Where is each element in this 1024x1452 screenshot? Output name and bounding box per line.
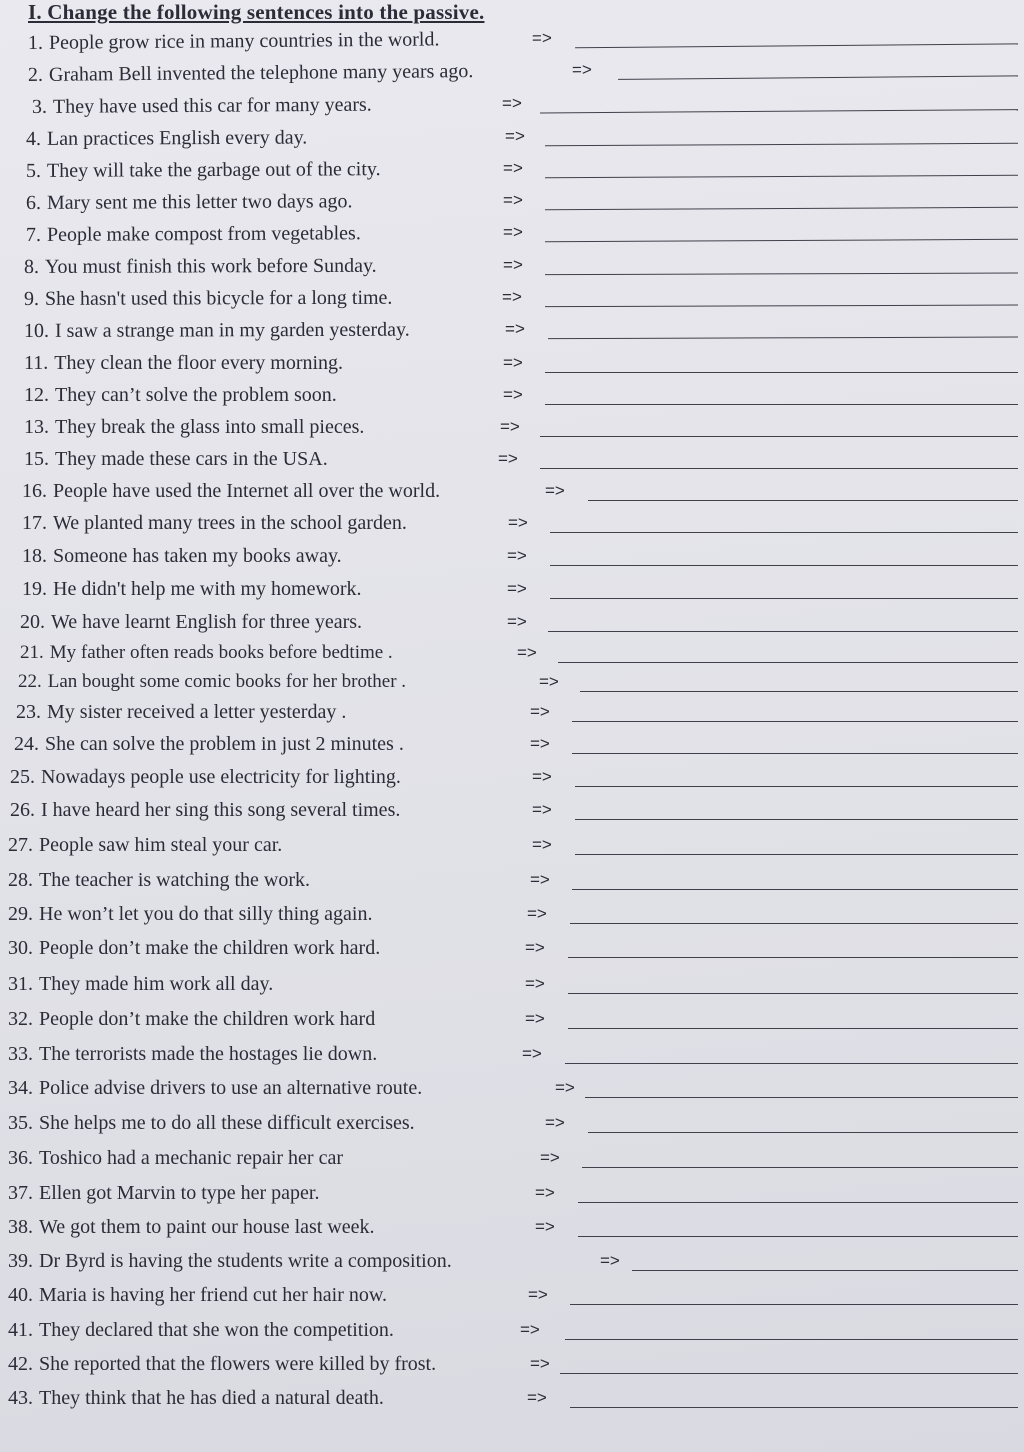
item-sentence: People have used the Internet all over the world. — [53, 480, 441, 502]
exercise-item — [16, 699, 1024, 727]
item-sentence: I have heard her sing this song several times. — [41, 799, 401, 821]
item-sentence: Someone has taken my books away. — [53, 545, 342, 567]
item-sentence: Lan bought some comic books for her brother . — [47, 671, 407, 692]
item-number: 18. — [22, 545, 47, 567]
arrow-symbol: => — [500, 417, 520, 436]
arrow-symbol: => — [502, 158, 523, 178]
arrow-symbol: => — [530, 870, 550, 889]
answer-blank-line[interactable] — [575, 786, 1018, 787]
answer-blank-line[interactable] — [568, 993, 1018, 994]
answer-blank-line[interactable] — [572, 721, 1018, 722]
exercise-item — [8, 1214, 1024, 1242]
exercise-item — [28, 53, 1024, 90]
exercise-item — [24, 414, 1024, 442]
item-number: 30. — [8, 937, 33, 959]
answer-blank-line[interactable] — [545, 305, 1018, 308]
item-number: 43. — [8, 1387, 33, 1409]
arrow-symbol: => — [508, 513, 528, 532]
answer-blank-line[interactable] — [570, 1304, 1018, 1305]
item-sentence: People saw him steal your car. — [39, 834, 283, 856]
item-number: 25. — [10, 766, 35, 788]
answer-blank-line[interactable] — [618, 75, 1018, 79]
arrow-symbol: => — [520, 1320, 540, 1339]
item-sentence: She can solve the problem in just 2 minutes . — [45, 733, 404, 755]
answer-blank-line[interactable] — [545, 404, 1018, 405]
answer-blank-line[interactable] — [550, 598, 1018, 599]
answer-blank-line[interactable] — [580, 691, 1018, 692]
exercise-item — [26, 121, 1024, 154]
item-number: 1. — [27, 31, 44, 54]
item-sentence: The terrorists made the hostages lie down. — [39, 1043, 378, 1065]
answer-blank-line[interactable] — [548, 337, 1018, 340]
item-number: 41. — [8, 1319, 33, 1341]
item-sentence: The teacher is watching the work. — [39, 869, 311, 891]
arrow-symbol: => — [532, 835, 552, 854]
arrow-symbol: => — [504, 319, 525, 339]
item-sentence: My father often reads books before bedtime . — [49, 642, 393, 663]
arrow-symbol: => — [545, 1113, 565, 1132]
item-sentence: They clean the floor every morning. — [54, 352, 344, 374]
exercise-item — [8, 1351, 1024, 1379]
answer-blank-line[interactable] — [570, 1407, 1018, 1408]
item-number: 9. — [23, 287, 40, 310]
item-number: 40. — [8, 1284, 33, 1306]
arrow-symbol: => — [525, 1009, 545, 1028]
item-number: 32. — [8, 1008, 33, 1030]
item-number: 10. — [23, 319, 50, 342]
answer-blank-line[interactable] — [578, 1202, 1018, 1203]
exercise-item — [8, 1385, 1024, 1413]
item-number: 21. — [20, 642, 44, 663]
item-sentence: Police advise drivers to use an alternative route. — [39, 1077, 423, 1099]
exercise-item — [8, 901, 1024, 929]
answer-blank-line[interactable] — [550, 532, 1018, 533]
exercise-item — [20, 640, 1024, 668]
item-number: 35. — [8, 1112, 33, 1134]
arrow-symbol: => — [530, 734, 550, 753]
item-sentence: My sister received a letter yesterday . — [47, 701, 347, 723]
exercise-item — [8, 1075, 1024, 1103]
arrow-symbol: => — [532, 767, 552, 786]
answer-blank-line[interactable] — [565, 1339, 1018, 1340]
answer-blank-line[interactable] — [575, 43, 1018, 48]
item-number: 26. — [10, 799, 35, 821]
item-number: 20. — [20, 611, 45, 633]
item-number: 23. — [16, 701, 41, 723]
item-number: 42. — [8, 1353, 33, 1375]
item-number: 12. — [24, 384, 49, 406]
answer-blank-line[interactable] — [548, 631, 1018, 632]
item-number: 38. — [8, 1216, 33, 1238]
item-sentence: She helps me to do all these difficult exercises. — [39, 1112, 415, 1134]
arrow-symbol: => — [600, 1251, 620, 1270]
item-sentence: They declared that she won the competition. — [39, 1319, 394, 1341]
arrow-symbol: => — [502, 222, 523, 242]
item-sentence: We planted many trees in the school garden. — [53, 512, 407, 534]
item-number: 36. — [8, 1147, 33, 1169]
exercise-item — [24, 251, 1024, 282]
answer-blank-line[interactable] — [560, 1373, 1018, 1374]
answer-blank-line[interactable] — [540, 436, 1018, 437]
exercise-item — [22, 543, 1024, 571]
exercise-item — [8, 1041, 1024, 1069]
exercise-item — [18, 669, 1024, 697]
item-number: 37. — [8, 1182, 33, 1204]
item-number: 4. — [25, 127, 42, 150]
item-number: 24. — [14, 733, 39, 755]
exercise-item — [8, 1180, 1024, 1208]
item-sentence: Dr Byrd is having the students write a composition. — [39, 1250, 452, 1272]
answer-blank-line[interactable] — [588, 1132, 1018, 1133]
answer-blank-line[interactable] — [545, 372, 1018, 373]
item-number: 22. — [18, 671, 42, 692]
arrow-symbol: => — [504, 126, 525, 146]
answer-blank-line[interactable] — [558, 662, 1018, 663]
item-sentence: People grow rice in many countries in the world. — [48, 28, 440, 54]
answer-blank-line[interactable] — [545, 207, 1018, 210]
exercise-item — [20, 609, 1024, 637]
exercise-item — [28, 21, 1024, 58]
item-number: 28. — [8, 869, 33, 891]
arrow-symbol: => — [503, 385, 523, 404]
item-sentence: Lan practices English every day. — [46, 126, 308, 150]
item-sentence: Maria is having her friend cut her hair now. — [39, 1284, 388, 1306]
answer-blank-line[interactable] — [572, 753, 1018, 754]
item-number: 31. — [8, 973, 33, 995]
answer-blank-line[interactable] — [632, 1270, 1018, 1271]
item-number: 39. — [8, 1250, 33, 1272]
arrow-symbol: => — [540, 1148, 560, 1167]
arrow-symbol: => — [528, 1285, 548, 1304]
answer-blank-line[interactable] — [540, 109, 1018, 113]
arrow-symbol: => — [555, 1078, 575, 1097]
answer-blank-line[interactable] — [545, 175, 1018, 178]
arrow-symbol: => — [522, 1044, 542, 1063]
item-sentence: They have used this car for many years. — [52, 93, 372, 118]
exercise-item — [8, 832, 1024, 860]
arrow-symbol: => — [501, 93, 522, 113]
item-number: 2. — [27, 63, 44, 86]
exercise-item — [22, 478, 1024, 506]
answer-blank-line[interactable] — [565, 1063, 1018, 1064]
exercise-item — [22, 510, 1024, 538]
exercise-item — [24, 283, 1024, 314]
item-sentence: Graham Bell invented the telephone many years ago. — [48, 60, 474, 86]
item-number: 16. — [22, 480, 47, 502]
item-number: 34. — [8, 1077, 33, 1099]
arrow-symbol: => — [517, 643, 537, 662]
item-sentence: He didn't help me with my homework. — [53, 578, 362, 600]
item-sentence: People don’t make the children work hard — [39, 1008, 376, 1030]
answer-blank-line[interactable] — [545, 143, 1018, 146]
arrow-symbol: => — [502, 190, 523, 210]
item-number: 33. — [8, 1043, 33, 1065]
arrow-symbol: => — [507, 546, 527, 565]
item-sentence: People don’t make the children work hard. — [39, 937, 381, 959]
exercise-item — [26, 185, 1024, 218]
item-sentence: I saw a strange man in my garden yesterday. — [54, 318, 410, 342]
answer-blank-line[interactable] — [575, 854, 1018, 855]
answer-blank-line[interactable] — [588, 500, 1018, 501]
exercise-item — [24, 382, 1024, 410]
item-sentence: She reported that the flowers were killed by frost. — [39, 1353, 437, 1375]
arrow-symbol: => — [530, 1354, 550, 1373]
exercise-item — [8, 867, 1024, 895]
exercise-item — [32, 87, 1024, 122]
item-number: 27. — [8, 834, 33, 856]
answer-blank-line[interactable] — [550, 565, 1018, 566]
exercise-item — [8, 971, 1024, 999]
exercise-item — [10, 764, 1024, 792]
item-sentence: You must finish this work before Sunday. — [44, 254, 377, 278]
arrow-symbol: => — [527, 904, 547, 923]
answer-blank-line[interactable] — [572, 889, 1018, 890]
exercise-heading: I. Change the following sentences into the passive. — [28, 0, 485, 24]
item-number: 5. — [25, 159, 42, 182]
answer-blank-line[interactable] — [545, 239, 1018, 242]
item-sentence: They break the glass into small pieces. — [55, 416, 365, 438]
exercise-item — [8, 935, 1024, 963]
item-sentence: Ellen got Marvin to type her paper. — [39, 1182, 320, 1204]
answer-blank-line[interactable] — [578, 1236, 1018, 1237]
item-sentence: He won’t let you do that silly thing again. — [39, 903, 373, 925]
arrow-symbol: => — [525, 974, 545, 993]
arrow-symbol: => — [527, 1388, 547, 1407]
arrow-symbol: => — [507, 579, 527, 598]
item-sentence: Nowadays people use electricity for lighting. — [41, 766, 401, 788]
answer-blank-line[interactable] — [568, 1028, 1018, 1029]
answer-blank-line[interactable] — [585, 1097, 1018, 1098]
exercise-item — [10, 797, 1024, 825]
exercise-item — [14, 731, 1024, 759]
arrow-symbol: => — [545, 481, 565, 500]
exercise-item — [8, 1006, 1024, 1034]
arrow-symbol: => — [539, 672, 559, 691]
item-sentence: We got them to paint our house last week. — [39, 1216, 375, 1238]
arrow-symbol: => — [531, 28, 552, 48]
arrow-symbol: => — [503, 353, 523, 372]
arrow-symbol: => — [502, 255, 523, 275]
arrow-symbol: => — [535, 1217, 555, 1236]
item-sentence: People make compost from vegetables. — [46, 222, 361, 246]
exercise-item — [8, 1282, 1024, 1310]
answer-blank-line[interactable] — [575, 819, 1018, 820]
item-number: 8. — [23, 255, 40, 278]
answer-blank-line[interactable] — [582, 1167, 1018, 1168]
exercise-item — [8, 1248, 1024, 1276]
exercise-item — [24, 350, 1024, 378]
item-number: 3. — [31, 95, 48, 118]
item-number: 17. — [22, 512, 47, 534]
answer-blank-line[interactable] — [540, 468, 1018, 469]
item-number: 19. — [22, 578, 47, 600]
exercise-item — [26, 217, 1024, 250]
item-sentence: Mary sent me this letter two days ago. — [46, 190, 353, 214]
exercise-item — [22, 576, 1024, 604]
arrow-symbol: => — [507, 612, 527, 631]
arrow-symbol: => — [498, 449, 518, 468]
item-number: 7. — [25, 223, 42, 246]
arrow-symbol: => — [525, 938, 545, 957]
arrow-symbol: => — [571, 60, 592, 80]
exercise-item — [8, 1317, 1024, 1345]
item-sentence: Toshico had a mechanic repair her car — [39, 1147, 343, 1169]
exercise-item — [8, 1110, 1024, 1138]
answer-blank-line[interactable] — [545, 273, 1018, 276]
item-sentence: They made these cars in the USA. — [55, 448, 328, 470]
exercise-item — [26, 153, 1024, 186]
item-number: 11. — [24, 352, 49, 374]
item-number: 6. — [25, 191, 42, 214]
item-number: 15. — [24, 448, 49, 470]
arrow-symbol: => — [532, 800, 552, 819]
arrow-symbol: => — [530, 702, 550, 721]
answer-blank-line[interactable] — [570, 923, 1018, 924]
item-sentence: They will take the garbage out of the city. — [46, 158, 381, 182]
item-sentence: They think that he has died a natural death. — [39, 1387, 384, 1409]
item-sentence: They made him work all day. — [39, 973, 274, 995]
item-number: 29. — [8, 903, 33, 925]
item-number: 13. — [24, 416, 49, 438]
exercise-item — [8, 1145, 1024, 1173]
item-sentence: We have learnt English for three years. — [51, 611, 363, 633]
item-sentence: She hasn't used this bicycle for a long time. — [44, 286, 393, 310]
answer-blank-line[interactable] — [568, 957, 1018, 958]
exercise-item — [24, 446, 1024, 474]
item-sentence: They can’t solve the problem soon. — [55, 384, 337, 406]
exercise-item — [24, 315, 1024, 346]
arrow-symbol: => — [501, 287, 522, 307]
arrow-symbol: => — [535, 1183, 555, 1202]
